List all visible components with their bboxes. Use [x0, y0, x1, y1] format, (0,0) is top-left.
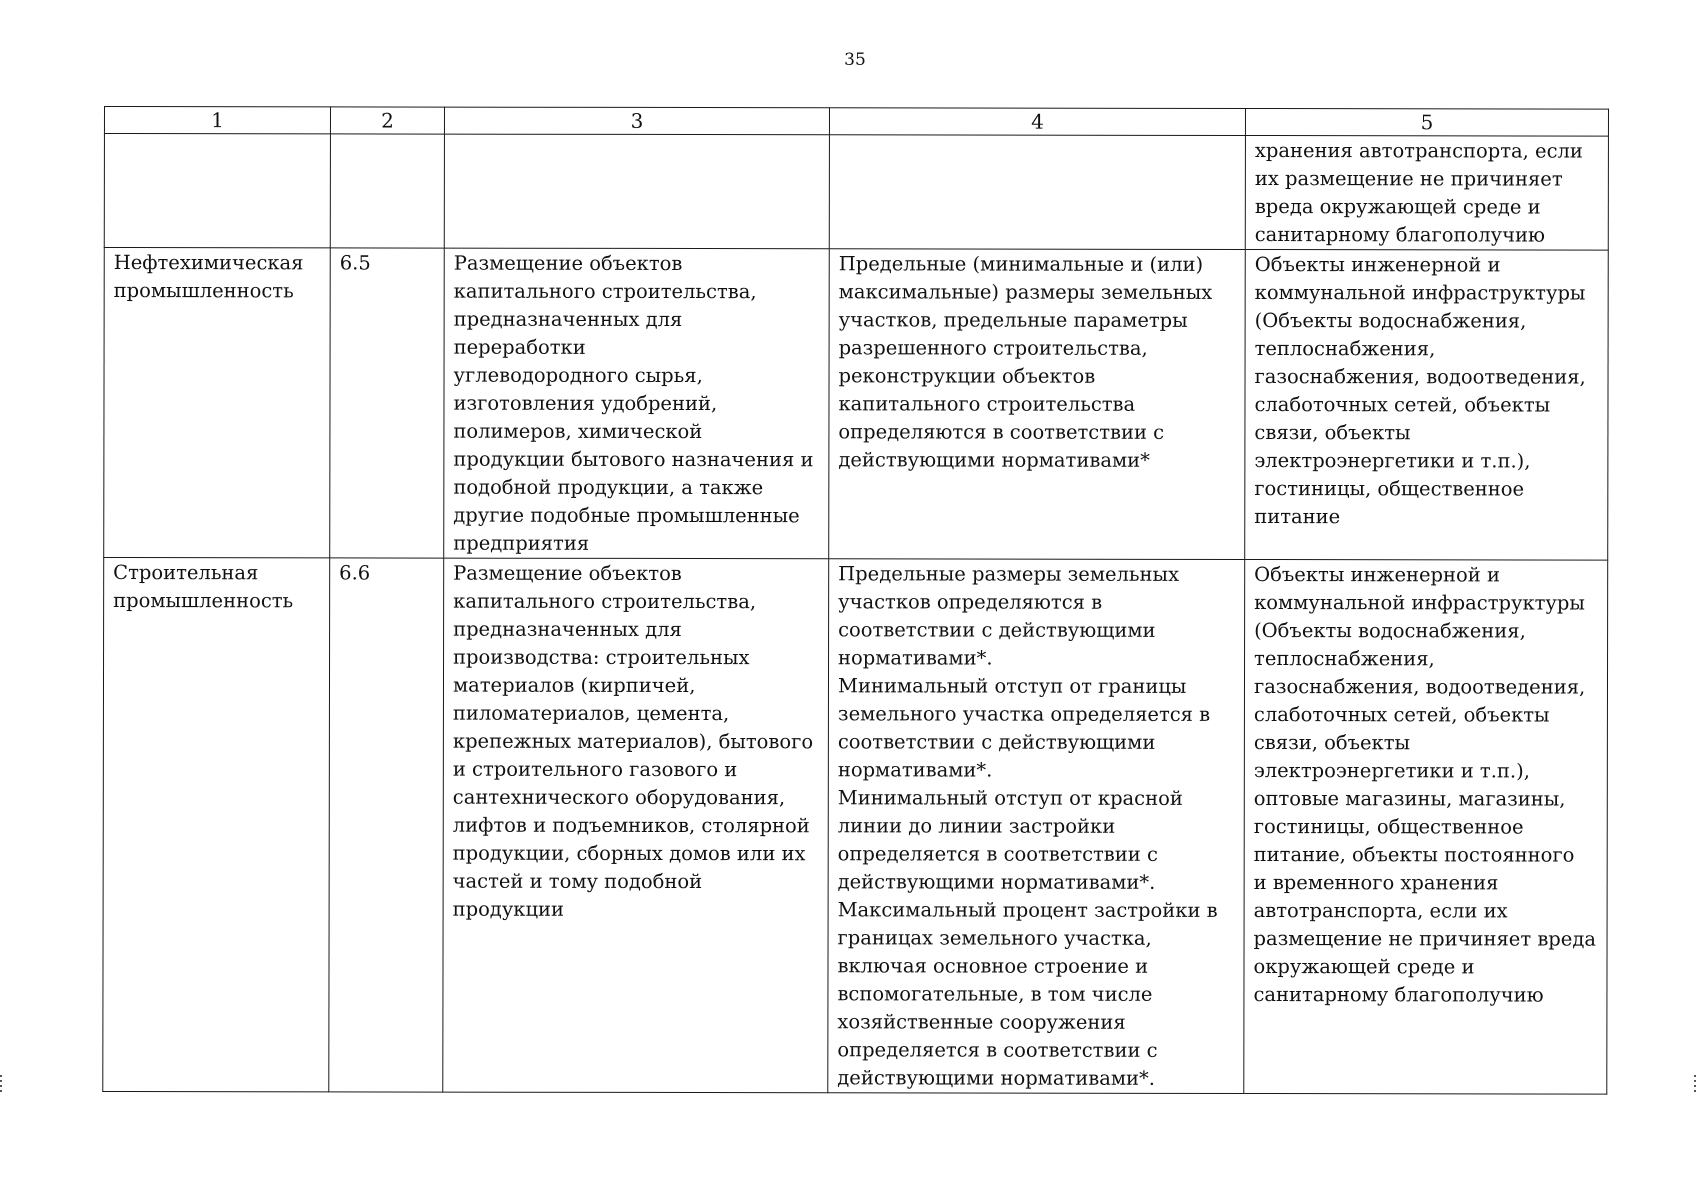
cell-auxiliary-uses: Объекты инженерной и коммунальной инфраструктуры (Объекты водоснабжения, теплоснабжения, газоснабжения, водоотведения, слаботочных сетей, объекты связи, объекты электроэнергетики и т.п.), оптовые магазины, магазины, гостиницы, общественное питание, объекты постоянного и временного хранения автотранспорта, если их размещение не причиняет вреда окружающей среде и санитарному благополучию: [1244, 559, 1608, 1094]
header-col-3: 3: [444, 107, 829, 135]
cell-description: Размещение объектов капитального строительства, предназначенных для производства: строительных материалов (кирпичей, пиломатериалов, цемента, крепежных материалов), бытового и строительного газового и сантехнического оборудования, лифтов и подъемников, столярной продукции, сборных домов или их частей и тому подобной продукции: [443, 558, 829, 1093]
table-row-petrochemical: [104, 248, 1609, 561]
cell-parameters: Предельные размеры земельных участков определяются в соответствии с действующими нормативами*. Минимальный отступ от границы земельного участка определяется в соответствии с действующими нормативами*. Минимальный отступ от красной линии до линии застройки определяется в соответствии с действующими нормативами*. Максимальный процент застройки в границах земельного участка, включая основное строение и вспомогательные, в том числе хозяйственные сооружения определяется в соответствии с действующими нормативами*.: [828, 559, 1245, 1094]
header-col-2: 2: [330, 107, 444, 134]
header-row: [104, 107, 1608, 137]
cell-parameters: [829, 135, 1245, 250]
table-row-continuation: [104, 134, 1608, 251]
land-use-table: [102, 106, 1609, 1095]
cell-code: 6.6: [329, 558, 444, 1092]
cell-auxiliary-uses: Объекты инженерной и коммунальной инфраструктуры (Объекты водоснабжения, теплоснабжения, газоснабжения, водоотведения, слаботочных сетей, объекты связи, объекты электроэнергетики и т.п.), гостиницы, общественное питание: [1245, 249, 1609, 560]
header-col-5: 5: [1245, 108, 1608, 136]
cell-parameters: Предельные (минимальные и (или) максимальные) размеры земельных участков, предельные параметры разрешенного строительства, реконструкции объектов капитального строительства определяются в соответствии с действующими нормативами*: [829, 249, 1246, 560]
table-row-construction: [103, 558, 1608, 1095]
scan-edge-mark-right: [1694, 1075, 1696, 1093]
scan-edge-mark-left: [0, 1075, 2, 1093]
cell-code: 6.5: [330, 248, 445, 558]
cell-activity-type: Нефтехимическая промышленность: [104, 248, 331, 558]
cell-description: [444, 134, 829, 249]
page-number: 35: [844, 50, 866, 70]
cell-activity-type: Строительная промышленность: [103, 558, 330, 1092]
cell-activity-type: [104, 134, 330, 248]
cell-auxiliary-uses: хранения автотранспорта, если их размещение не причиняет вреда окружающей среде и санитарному благополучию: [1245, 135, 1608, 250]
header-col-1: 1: [104, 107, 330, 134]
header-col-4: 4: [829, 108, 1245, 136]
cell-description: Размещение объектов капитального строительства, предназначенных для переработки углеводородного сырья, изготовления удобрений, полимеров, химической продукции бытового назначения и подобной продукции, а также другие подобные промышленные предприятия: [444, 248, 830, 559]
cell-code: [330, 134, 444, 248]
